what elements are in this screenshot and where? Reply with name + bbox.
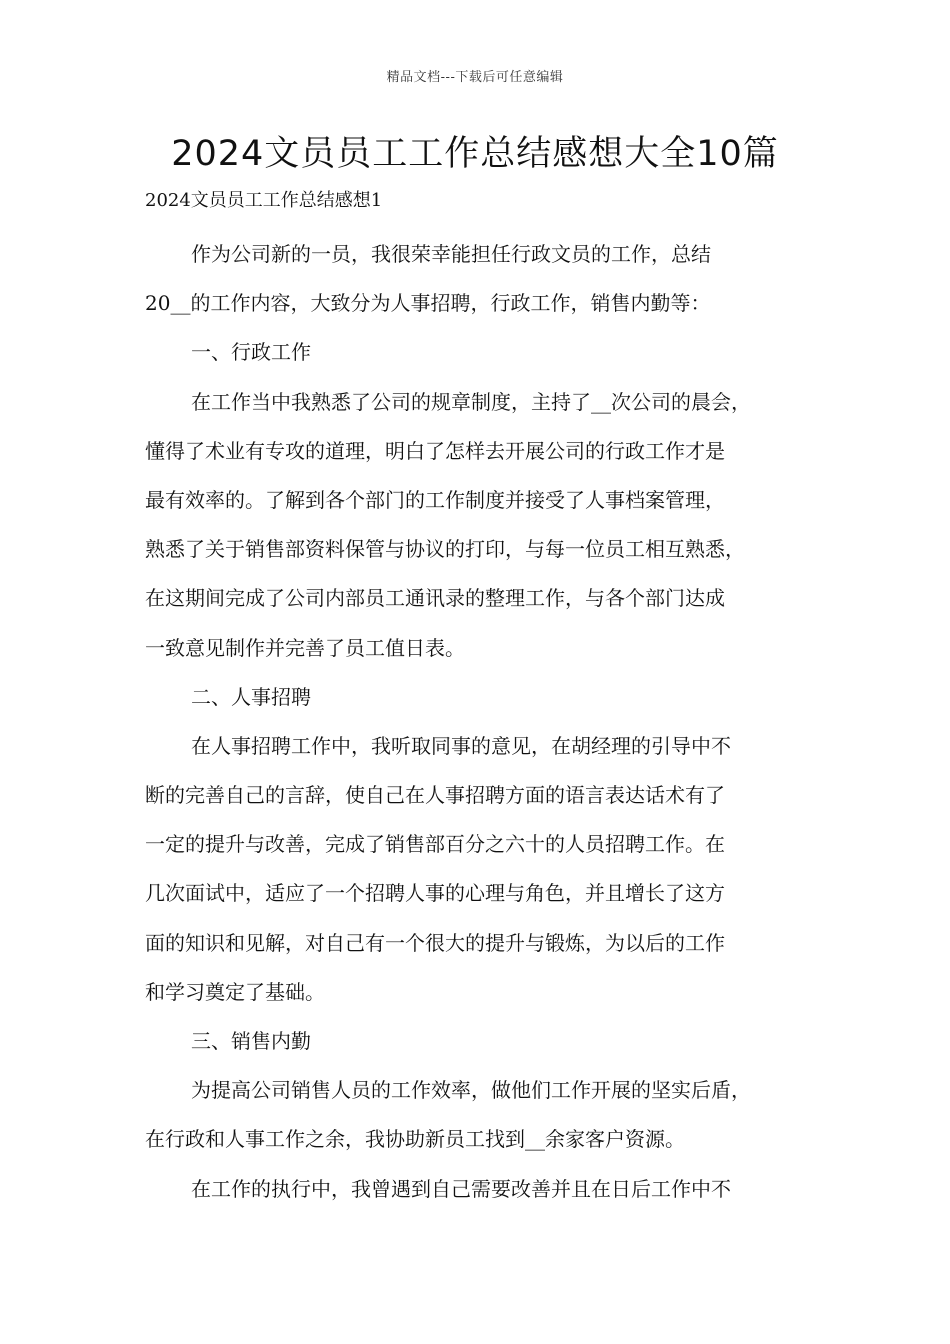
paragraph-line: 在工作的执行中，我曾遇到自己需要改善并且在日后工作中不 [191, 1176, 731, 1201]
paragraph-line: 和学习奠定了基础。 [145, 979, 325, 1004]
paragraph-line: 在人事招聘工作中，我听取同事的意见，在胡经理的引导中不 [191, 733, 731, 758]
paragraph-line: 20__的工作内容，大致分为人事招聘，行政工作，销售内勤等： [145, 291, 711, 316]
paragraph-line: 断的完善自己的言辞，使自己在人事招聘方面的语言表达话术有了 [145, 783, 725, 808]
paragraph-line: 一定的提升与改善，完成了销售部百分之六十的人员招聘工作。在 [145, 832, 725, 857]
paragraph-line: 在工作当中我熟悉了公司的规章制度，主持了__次公司的晨会， [191, 389, 751, 414]
paragraph-line: 一致意见制作并完善了员工值日表。 [145, 635, 465, 660]
paragraph-line: 面的知识和见解，对自己有一个很大的提升与锻炼，为以后的工作 [145, 930, 725, 955]
paragraph-line: 在行政和人事工作之余，我协助新员工找到__余家客户资源。 [145, 1127, 685, 1152]
document-title: 2024文员员工工作总结感想大全10篇 [171, 134, 779, 174]
section-heading-recruitment: 二、人事招聘 [191, 684, 311, 709]
paragraph-line: 几次面试中，适应了一个招聘人事的心理与角色，并且增长了这方 [145, 881, 725, 906]
section-heading-admin: 一、行政工作 [191, 340, 311, 365]
paragraph-line: 最有效率的。了解到各个部门的工作制度并接受了人事档案管理， [145, 487, 725, 512]
paragraph-line: 懂得了术业有专攻的道理，明白了怎样去开展公司的行政工作才是 [145, 438, 725, 463]
section-subtitle: 2024文员员工工作总结感想1 [145, 190, 383, 211]
paragraph-line: 为提高公司销售人员的工作效率，做他们工作开展的坚实后盾， [191, 1078, 751, 1103]
paragraph-line: 在这期间完成了公司内部员工通讯录的整理工作，与各个部门达成 [145, 586, 725, 611]
document-body [145, 230, 810, 1214]
paragraph-line: 熟悉了关于销售部资料保管与协议的打印，与每一位员工相互熟悉， [145, 537, 745, 562]
paragraph-line: 作为公司新的一员，我很荣幸能担任行政文员的工作，总结 [191, 242, 711, 266]
section-heading-sales: 三、销售内勤 [191, 1029, 311, 1053]
header-note: 精品文档---下载后可任意编辑 [386, 70, 564, 85]
